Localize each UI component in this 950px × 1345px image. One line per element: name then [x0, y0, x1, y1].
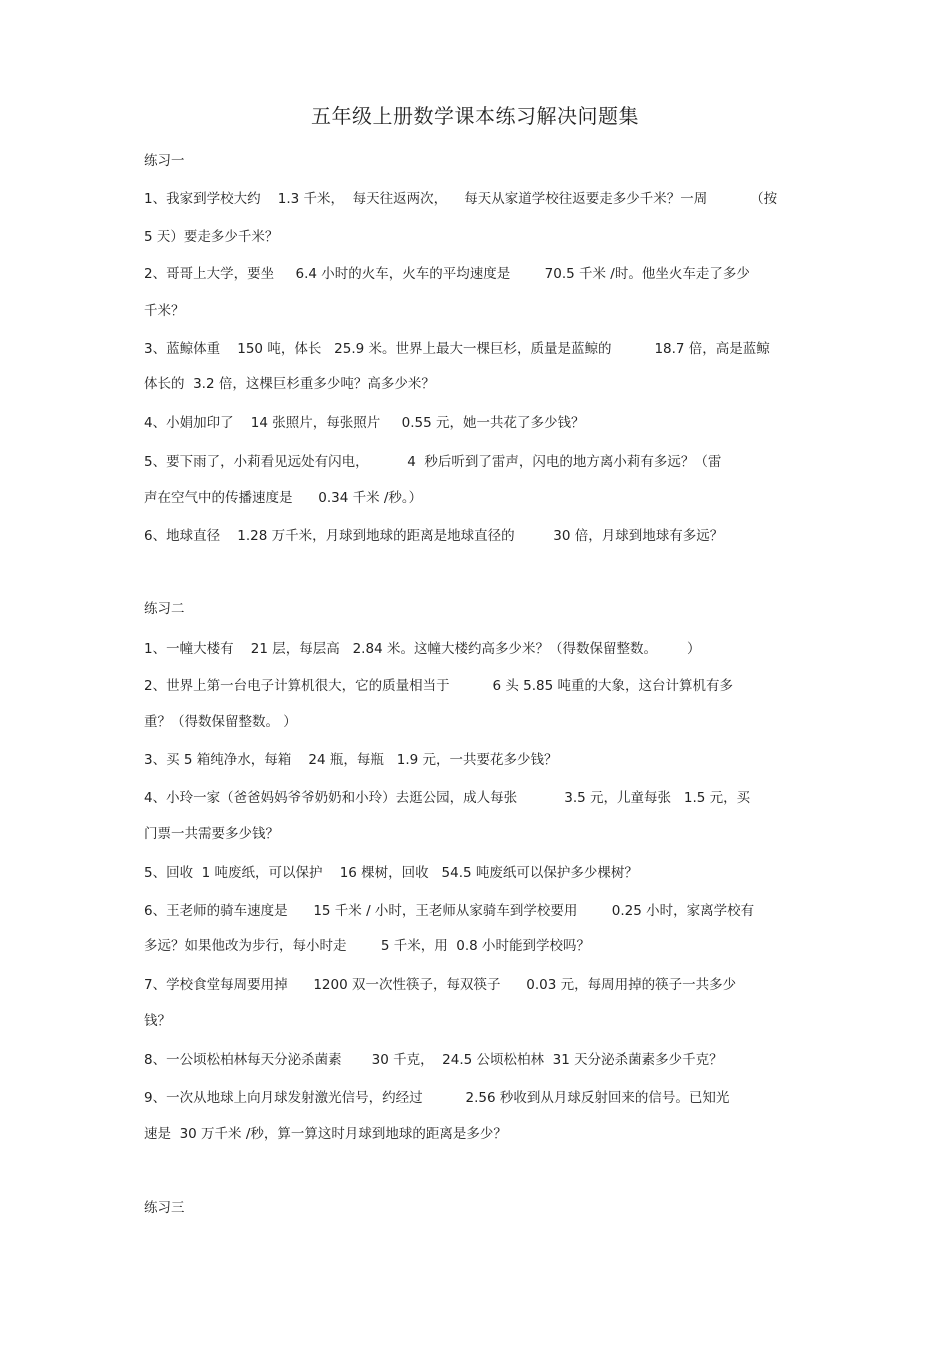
problem-line: 1、我家到学校大约 1.3 千米， 每天往返两次， 每天从家道学校往返要走多少千米？一周 （按: [144, 191, 778, 207]
problem-line: 声在空气中的传播速度是 0.34 千米 /秒。）: [144, 490, 423, 506]
problem-line: 8、一公顷松柏林每天分泌杀菌素 30 千克， 24.5 公顷松柏林 31 天分泌杀菌素多少千克？: [144, 1052, 723, 1068]
section-heading-2: 练习二: [144, 601, 185, 617]
problem-line: 3、蓝鲸体重 150 吨，体长 25.9 米。世界上最大一棵巨杉，质量是蓝鲸的 18.7 倍，高是蓝鲸: [144, 341, 770, 357]
problem-line: 钱？: [144, 1013, 171, 1029]
problem-line: 5、要下雨了，小莉看见远处有闪电， 4 秒后听到了雷声，闪电的地方离小莉有多远？（雷: [144, 454, 722, 470]
problem-line: 重？（得数保留整数。 ）: [144, 714, 297, 730]
problem-line: 5、回收 1 吨废纸，可以保护 16 棵树，回收 54.5 吨废纸可以保护多少棵树？: [144, 865, 638, 881]
problem-line: 速是 30 万千米 /秒，算一算这时月球到地球的距离是多少？: [144, 1126, 507, 1142]
problem-line: 4、小娟加印了 14 张照片，每张照片 0.55 元，她一共花了多少钱？: [144, 415, 585, 431]
problem-line: 4、小玲一家（爸爸妈妈爷爷奶奶和小玲）去逛公园，成人每张 3.5 元，儿童每张 1.5 元，买: [144, 790, 751, 806]
section-heading-3: 练习三: [144, 1200, 185, 1216]
problem-line: 体长的 3.2 倍，这棵巨杉重多少吨？高多少米？: [144, 376, 435, 392]
problem-line: 1、一幢大楼有 21 层，每层高 2.84 米。这幢大楼约高多少米？（得数保留整数。 ）: [144, 641, 701, 657]
section-heading-1: 练习一: [144, 153, 185, 169]
problem-line: 2、哥哥上大学，要坐 6.4 小时的火车，火车的平均速度是 70.5 千米 /时。他坐火车走了多少: [144, 266, 750, 282]
problem-line: 9、一次从地球上向月球发射激光信号，约经过 2.56 秒收到从月球反射回来的信号。已知光: [144, 1090, 730, 1106]
problem-line: 千米？: [144, 303, 185, 319]
problem-line: 多远？如果他改为步行，每小时走 5 千米，用 0.8 小时能到学校吗？: [144, 938, 591, 954]
problem-line: 3、买 5 箱纯净水，每箱 24 瓶，每瓶 1.9 元，一共要花多少钱？: [144, 752, 558, 768]
problem-line: 5 天）要走多少千米？: [144, 229, 279, 245]
problem-line: 门票一共需要多少钱？: [144, 826, 279, 842]
page-title: 五年级上册数学课本练习解决问题集: [311, 104, 639, 128]
problem-line: 7、学校食堂每周要用掉 1200 双一次性筷子，每双筷子 0.03 元，每周用掉的筷子一共多少: [144, 977, 737, 993]
problem-line: 2、世界上第一台电子计算机很大，它的质量相当于 6 头 5.85 吨重的大象，这台计算机有多: [144, 678, 734, 694]
problem-line: 6、地球直径 1.28 万千米，月球到地球的距离是地球直径的 30 倍，月球到地球有多远？: [144, 528, 724, 544]
problem-line: 6、王老师的骑车速度是 15 千米 / 小时，王老师从家骑车到学校要用 0.25 小时，家离学校有: [144, 903, 755, 919]
